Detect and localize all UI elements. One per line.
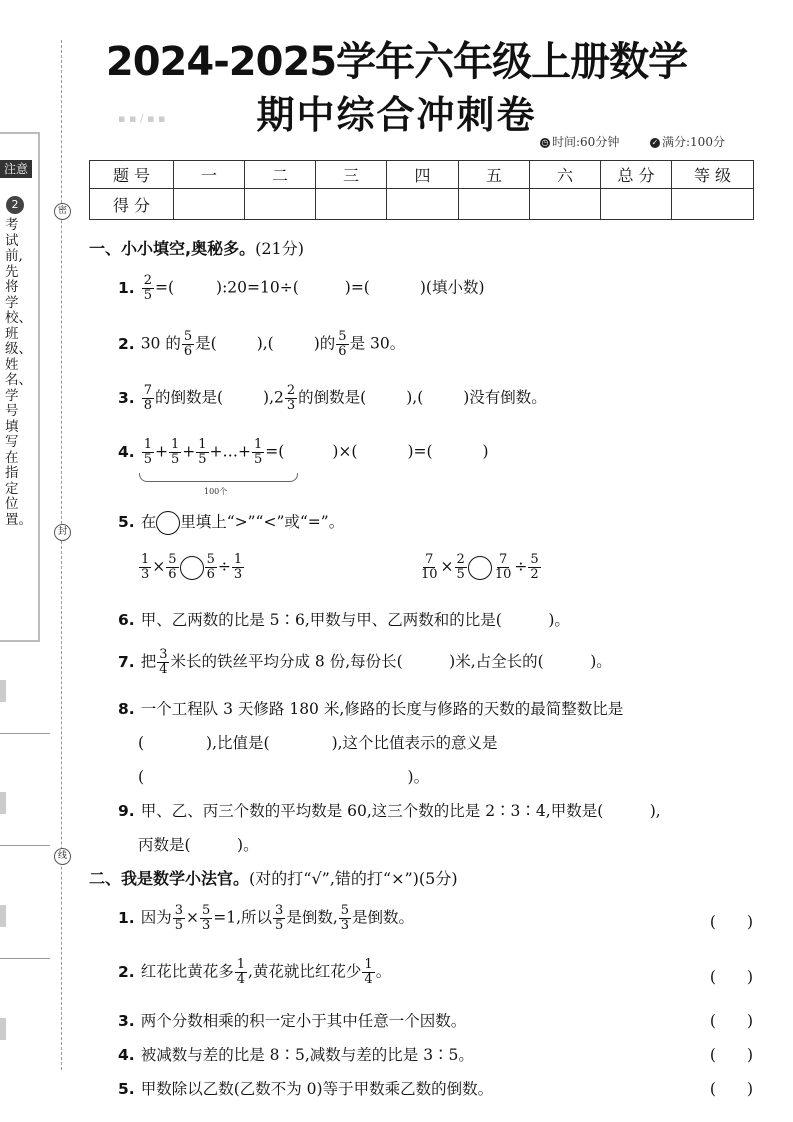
- judge-3-answer[interactable]: ( ): [709, 1012, 753, 1030]
- fraction: $\frac{1}{5}$: [143, 437, 152, 467]
- fraction: $\frac{5}{6}$: [338, 329, 347, 359]
- header-cell: 三: [316, 161, 387, 189]
- question-5-b: $\frac{7}{10}$ × $\frac{2}{5}$ $\frac{7}{10}$ ÷ $\frac{5}{2}$: [421, 552, 539, 582]
- fraction: $\frac{3}{5}$: [174, 903, 183, 933]
- side-marker: [0, 1018, 6, 1040]
- brace-100: [139, 473, 298, 482]
- side-divider: [0, 845, 50, 846]
- score-table: [89, 160, 754, 220]
- brace-label: 100个: [204, 487, 228, 496]
- question-8-line3: ( )。: [138, 768, 430, 786]
- fraction: $\frac{1}{5}$: [198, 437, 207, 467]
- section-1-heading: 一、小小填空,奥秘多。(21分): [89, 239, 304, 258]
- fraction: $\frac{5}{3}$: [201, 903, 211, 933]
- header-cell: 六: [530, 161, 601, 189]
- header-cell: 一: [174, 161, 245, 189]
- fraction: $\frac{1}{3}$: [141, 552, 150, 582]
- score-cell[interactable]: [316, 189, 387, 220]
- header-cell: 二: [245, 161, 316, 189]
- fraction: $\frac{2}{3}$: [286, 383, 296, 413]
- header-cell: 四: [387, 161, 459, 189]
- time-info: ◷ 时间:60分钟: [541, 135, 620, 149]
- section-2-heading: 二、我是数学小法官。(对的打“√”,错的打“×”)(5分): [89, 869, 458, 888]
- notice-label: 注意: [0, 160, 32, 178]
- question-8-line2: ( ),比值是( ),这个比值表示的意义是: [138, 734, 498, 752]
- side-divider: [0, 958, 50, 959]
- question-9: 9. 甲、乙、丙三个数的平均数是 60,这三个数的比是 2∶3∶4,甲数是( ),: [118, 802, 661, 820]
- question-9-line2: 丙数是( )。: [138, 836, 259, 854]
- question-5-a: $\frac{1}{3}$ × $\frac{5}{6}$ $\frac{5}{6}$ ÷ $\frac{1}{3}$: [141, 552, 243, 582]
- fraction: $\frac{3}{5}$: [275, 903, 284, 933]
- check-icon: ✓: [651, 137, 659, 147]
- clock-icon: ◷: [541, 137, 549, 147]
- side-marker: [0, 792, 6, 814]
- fraction: $\frac{1}{3}$: [233, 552, 243, 582]
- fraction: $\frac{1}{5}$: [254, 437, 263, 467]
- seal-feng: 封: [54, 524, 71, 541]
- judge-1: 1. 因为 $\frac{3}{5}$ × $\frac{5}{3}$ =1,所以 $\frac{3}{5}$ 是倒数, $\frac{5}{3}$ 是倒数。: [118, 903, 415, 933]
- question-6: 6. 甲、乙两数的比是 5∶6,甲数与甲、乙两数和的比是( )。: [118, 611, 570, 629]
- question-2: 2. 30 的 $\frac{5}{6}$ 是( ),( )的 $\frac{5}{6}$ 是 30。: [118, 329, 406, 359]
- fraction: $\frac{2}{5}$: [143, 273, 152, 303]
- header-cell: 题 号: [90, 161, 174, 189]
- score-cell[interactable]: [245, 189, 316, 220]
- full-score-info: ✓ 满分:100分: [651, 135, 725, 149]
- side-marker: [0, 905, 6, 927]
- notice-number: 2: [6, 196, 24, 214]
- header-cell: 总 分: [601, 161, 672, 189]
- question-3: 3. $\frac{7}{8}$ 的倒数是( ),2 $\frac{2}{3}$ 的倒数是( ),( )没有倒数。: [118, 383, 547, 413]
- fraction: $\frac{1}{4}$: [364, 957, 373, 987]
- faint-stamp: ▪ ▪ / ▪ ▪: [118, 112, 166, 125]
- judge-2-answer[interactable]: ( ): [709, 968, 753, 986]
- judge-3: 3. 两个分数相乘的积一定小于其中任意一个因数。: [118, 1012, 467, 1030]
- question-8: 8. 一个工程队 3 天修路 180 米,修路的长度与修路的天数的最简整数比是: [118, 700, 624, 718]
- score-cell[interactable]: [672, 189, 754, 220]
- score-cell[interactable]: [601, 189, 672, 220]
- binding-dashed-line: [61, 40, 62, 1070]
- notice-text: 考试前,先将学校、班级、姓名、学号填写在指定位置。: [5, 217, 32, 528]
- score-cell[interactable]: [459, 189, 530, 220]
- question-7: 7. 把 $\frac{3}{4}$ 米长的铁丝平均分成 8 份,每份长( )米,占全长的( )。: [118, 647, 612, 677]
- fraction: $\frac{5}{6}$: [183, 329, 193, 359]
- answer-circle[interactable]: [180, 556, 204, 580]
- header-cell: 等 级: [672, 161, 754, 189]
- judge-5-answer[interactable]: ( ): [709, 1080, 753, 1098]
- judge-2: 2. 红花比黄花多 $\frac{1}{4}$ ,黄花就比红花少 $\frac{1}{4}$ 。: [118, 957, 392, 987]
- page-title-line2: 期中综合冲刺卷: [256, 93, 537, 137]
- page-title-line1: 2024-2025学年六年级上册数学: [105, 39, 688, 85]
- fraction: $\frac{5}{3}$: [340, 903, 350, 933]
- question-4: 4. $\frac{1}{5}$ + $\frac{1}{5}$ + $\frac{1}{5}$ +…+ $\frac{1}{5}$ =( )×( )=( ): [118, 437, 489, 467]
- header-cell: 五: [459, 161, 530, 189]
- question-5: 5. 在 里填上“>”“<”或“=”。: [118, 510, 344, 535]
- fraction: $\frac{3}{4}$: [159, 647, 168, 677]
- score-cell[interactable]: [530, 189, 601, 220]
- fraction: $\frac{2}{5}$: [456, 552, 465, 582]
- fraction: $\frac{1}{4}$: [236, 957, 245, 987]
- judge-1-answer[interactable]: ( ): [709, 913, 753, 931]
- judge-4-answer[interactable]: ( ): [709, 1046, 753, 1064]
- score-row: [90, 189, 754, 220]
- fraction: $\frac{7}{8}$: [143, 383, 152, 413]
- fraction: $\frac{5}{2}$: [530, 552, 539, 582]
- side-marker: [0, 680, 6, 702]
- seal-mi: 密: [54, 203, 71, 220]
- question-1: 1. $\frac{2}{5}$ =( ):20=10÷( )=( )(填小数): [118, 273, 485, 303]
- fraction: $\frac{7}{10}$: [494, 552, 512, 582]
- fraction: $\frac{5}{6}$: [168, 552, 177, 582]
- fraction: $\frac{7}{10}$: [421, 552, 438, 582]
- score-cell[interactable]: [387, 189, 459, 220]
- fraction: $\frac{5}{6}$: [206, 552, 215, 582]
- answer-circle[interactable]: [468, 556, 492, 580]
- score-cell[interactable]: [174, 189, 245, 220]
- compare-circle-icon: [156, 511, 180, 535]
- seal-xian: 线: [54, 848, 71, 865]
- judge-5: 5. 甲数除以乙数(乙数不为 0)等于甲数乘乙数的倒数。: [118, 1080, 494, 1098]
- judge-4: 4. 被减数与差的比是 8∶5,减数与差的比是 3∶5。: [118, 1046, 474, 1064]
- row-label: 得 分: [90, 189, 174, 220]
- fraction: $\frac{1}{5}$: [170, 437, 180, 467]
- score-header-row: [90, 161, 754, 189]
- side-divider: [0, 733, 50, 734]
